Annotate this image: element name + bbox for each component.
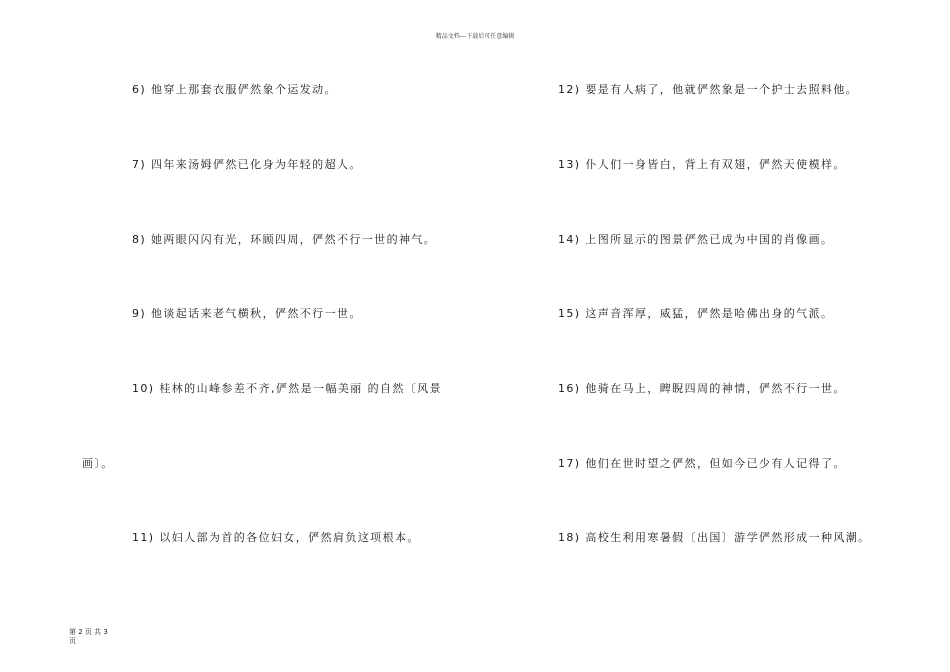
- list-item-continuation: 画〕。: [82, 457, 114, 470]
- list-item: 13) 仆人们一身皆白，背上有双翅，俨然天使模样。: [558, 158, 846, 171]
- list-item: 10) 桂林的山峰参差不齐,俨然是一幅美丽 的自然〔风景: [132, 382, 442, 395]
- list-item: 6) 他穿上那套衣服俨然象个运发动。: [132, 83, 337, 96]
- list-item: 12) 要是有人病了，他就俨然象是一个护士去照料他。: [558, 83, 859, 96]
- page-header: 精品文档---下载后可任意编辑: [435, 33, 515, 40]
- list-item: 7) 四年来汤姆俨然已化身为年轻的超人。: [132, 158, 362, 171]
- list-item: 15) 这声音浑厚，威猛，俨然是哈佛出身的气派。: [558, 307, 834, 320]
- list-item: 8) 她两眼闪闪有光，环顾四周，俨然不行一世的神气。: [132, 233, 437, 246]
- list-item: 11) 以妇人部为首的各位妇女，俨然肩负这项根本。: [132, 531, 420, 544]
- list-item: 14) 上图所显示的图景俨然已成为中国的肖像画。: [558, 233, 834, 246]
- page-number: 第 2 页 共 3 页: [69, 628, 108, 645]
- list-item: 17) 他们在世时望之俨然，但如今已少有人记得了。: [558, 457, 846, 470]
- list-item: 16) 他骑在马上，睥睨四周的神情，俨然不行一世。: [558, 382, 846, 395]
- list-item: 18) 高校生利用寒暑假〔出国〕游学俨然形成一种风潮。: [558, 531, 871, 544]
- list-item: 9) 他谈起话来老气横秋，俨然不行一世。: [132, 307, 362, 320]
